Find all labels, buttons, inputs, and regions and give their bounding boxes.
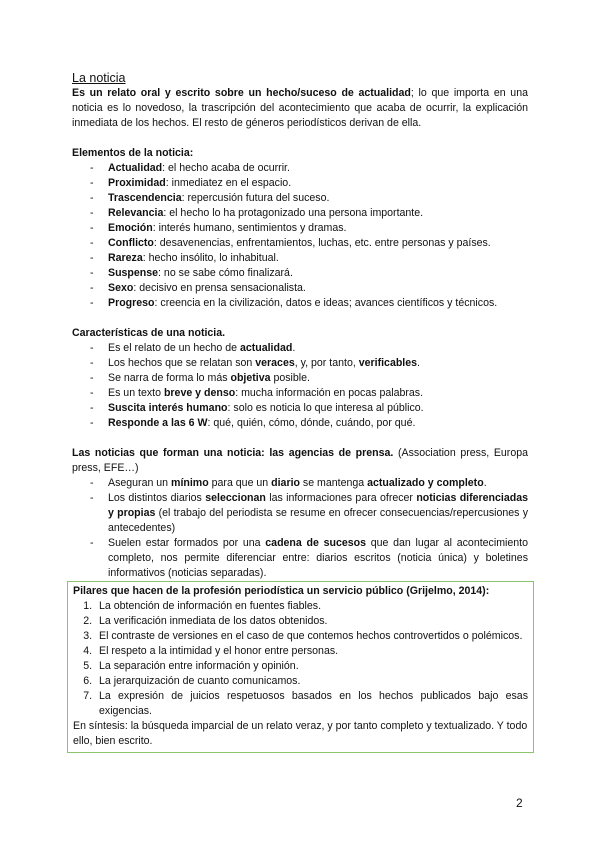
item-term: Rareza <box>108 252 143 264</box>
item-text: : repercusión futura del suceso. <box>181 192 330 204</box>
list-item: 7. La expresión de juicios respetuosos basados en los hechos publicados bajo esas exigencias. <box>95 689 528 719</box>
agencias-heading: Las noticias que forman una noticia: las agencias de prensa. (Association press, Europa press, EFE…) <box>72 447 528 474</box>
item-term: Sexo <box>108 282 134 294</box>
list-item <box>90 191 528 206</box>
pilares-heading: Pilares que hacen de la profesión periodística un servicio público (Grijelmo, 2014): <box>73 585 490 597</box>
elementos-list <box>72 161 528 311</box>
item-text: : el hecho lo ha protagonizado una persona importante. <box>163 207 424 219</box>
list-item: - Suscita interés humano: solo es noticia lo que interesa al público. <box>90 401 528 416</box>
pilares-list <box>73 599 528 719</box>
list-item <box>90 251 528 266</box>
list-item: 2. La verificación inmediata de los datos obtenidos. <box>95 614 528 629</box>
list-item: - Se narra de forma lo más objetiva posible. <box>90 371 528 386</box>
elementos-heading: Elementos de la noticia: <box>72 147 194 159</box>
item-term: Actualidad <box>108 162 163 174</box>
list-item <box>90 206 528 221</box>
item-text: : creencia en la civilización, datos e ideas; avances científicos y técnicos. <box>154 297 498 309</box>
list-item: - Es un texto breve y denso: mucha información en pocas palabras. <box>90 386 528 401</box>
item-term: Trascendencia <box>108 192 182 204</box>
list-item <box>90 236 528 251</box>
list-item: - Los distintos diarios seleccionan las informaciones para ofrecer noticias diferenciadas y propias (el trabajo del periodista se resume en ofrecer consecuencias/repercusiones y antecedentes) <box>90 491 528 536</box>
list-item: - Es el relato de un hecho de actualidad. <box>90 341 528 356</box>
list-item <box>90 281 528 296</box>
item-text: : hecho insólito, lo inhabitual. <box>142 252 279 264</box>
caracteristicas-heading: Características de una noticia. <box>72 327 226 339</box>
list-item: 3. El contraste de versiones en el caso de que contemos hechos controvertidos o polémicos. <box>95 629 528 644</box>
list-item: 1. La obtención de información en fuentes fiables. <box>95 599 528 614</box>
item-term: Relevancia <box>108 207 164 219</box>
page-number: 2 <box>516 796 523 810</box>
list-item <box>90 296 528 311</box>
list-item: - Los hechos que se relatan son veraces, y, por tanto, verificables. <box>90 356 528 371</box>
list-item: - Aseguran un mínimo para que un diario se mantenga actualizado y completo. <box>90 476 528 491</box>
item-term: Emoción <box>108 222 153 234</box>
item-term: Proximidad <box>108 177 166 189</box>
list-item: - Responde a las 6 W: qué, quién, cómo, dónde, cuándo, por qué. <box>90 416 528 431</box>
caracteristicas-list <box>72 341 528 431</box>
pilares-box <box>67 581 534 753</box>
list-item: - Suelen estar formados por una cadena de sucesos que dan lugar al acontecimiento completo, nos permite diferenciar entre: diarios escritos (noticia única) y boletines informativos (noticias separadas). <box>90 536 528 581</box>
item-text: : el hecho acaba de ocurrir. <box>162 162 290 174</box>
intro-paragraph <box>72 86 528 131</box>
list-item <box>90 266 528 281</box>
intro-bold: Es un relato oral y escrito sobre un hecho/suceso de actualidad <box>72 87 411 99</box>
agencias-list <box>72 476 528 581</box>
list-item: 4. El respeto a la intimidad y el honor entre personas. <box>95 644 528 659</box>
list-item: 5. La separación entre información y opinión. <box>95 659 528 674</box>
item-text: : desavenencias, enfrentamientos, luchas, etc. entre personas y países. <box>153 237 491 249</box>
list-item <box>90 221 528 236</box>
item-term: Progreso <box>108 297 155 309</box>
item-term: Conflicto <box>108 237 154 249</box>
page-title: La noticia <box>72 71 126 85</box>
item-text: : decisivo en prensa sensacionalista. <box>133 282 306 294</box>
item-text: : inmediatez en el espacio. <box>165 177 292 189</box>
item-text: : interés humano, sentimientos y dramas. <box>152 222 347 234</box>
list-item <box>90 176 528 191</box>
intro-rest: ; lo que importa en una noticia es lo novedoso, la trascripción del acontecimiento que acaba de ocurrir, la explicación inmediata de los hechos. El resto de géneros periodísticos derivan de ella. <box>72 87 528 129</box>
document-page <box>72 70 528 753</box>
list-item <box>90 161 528 176</box>
pilares-summary: En síntesis: la búsqueda imparcial de un relato veraz, y por tanto completo y textualizado. Y todo ello, bien escrito. <box>73 720 528 747</box>
item-term: Suspense <box>108 267 159 279</box>
list-item: 6. La jerarquización de cuanto comunicamos. <box>95 674 528 689</box>
item-text: : no se sabe cómo finalizará. <box>158 267 293 279</box>
